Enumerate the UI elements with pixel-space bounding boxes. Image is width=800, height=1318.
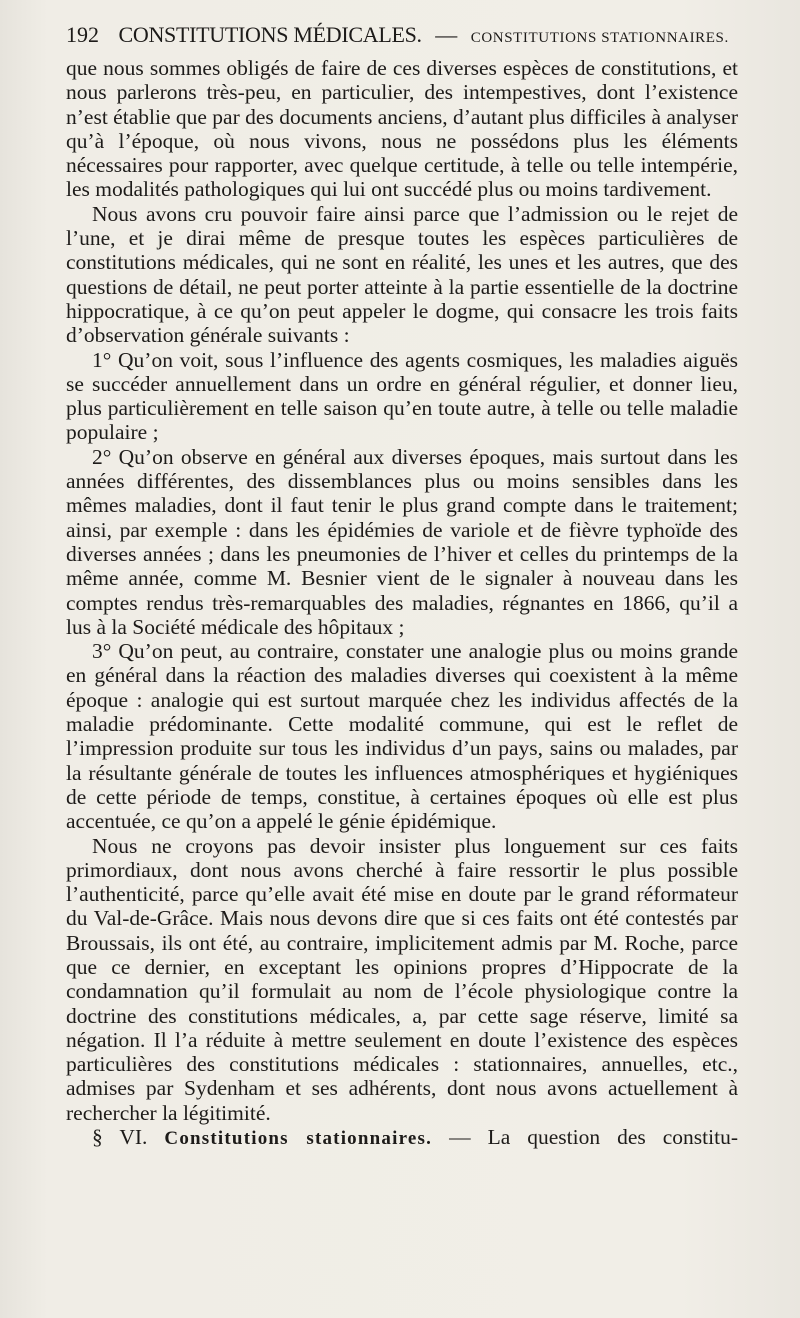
paragraph: Nous ne croyons pas devoir insister plus longuement sur ces faits primordiaux, dont nous avons cherché à faire ressortir le plus possible l’authenticité, parce qu’elle avait été mise en doute par le grand réformateur du Val-de-Grâce. Mais nous devons dire que si ces faits ont été contestés par Broussais, ils ont été, au contraire, implicitement admis par M. Roche, parce que ce dernier, en exceptant les opinions propres d’Hippocrate de la condamnation qu’il formulait au nom de l’école physiologique contre la doctrine des constitutions médicales, a, par cette sage réserve, limité sa négation. Il l’a réduite à mettre seulement en doute l’existence des espèces particulières des constitutions médicales : stationnaires, annuelles, etc., admises par Sydenham et ses adhérents, dont nous avons actuellement à rechercher la légitimité.: [66, 833, 738, 1125]
header-section-title: CONSTITUTIONS STATIONNAIRES.: [470, 30, 729, 46]
section-title: Constitutions stationnaires.: [164, 1128, 433, 1150]
paragraph: Nous avons cru pouvoir faire ainsi parce que l’admission ou le rejet de l’une, et je dirai même de presque toutes les espèces particulières de constitutions médicales, qui ne sont en réalité, les unes et les autres, que des questions de détail, ne peut porter atteinte à la partie essentielle de la doctrine hippocratique, à ce qu’on peut appeler le dogme, qui consacre les trois faits d’observation générale suivants :: [66, 201, 738, 348]
numbered-paragraph-2: 2° Qu’on observe en général aux diverses époques, mais surtout dans les années différentes, des dissemblances plus ou moins sensibles dans les mêmes maladies, dont il faut tenir le plus grand compte dans le traitement; ainsi, par exemple : dans les épidémies de variole et de fièvre typhoïde des diverses années ; dans les pneumonies de l’hiver et celles du printemps de la même année, comme M. Besnier vient de le signaler à nouveau dans les comptes rendus très-remarquables des maladies, régnantes en 1866, qu’il a lus à la Société médicale des hôpitaux ;: [66, 444, 738, 639]
numbered-paragraph-1: 1° Qu’on voit, sous l’influence des agents cosmiques, les maladies aiguës se succéder annuellement dans un ordre en général régulier, et donner lieu, plus particulièrement en telle saison qu’en toute autre, à telle ou telle maladie populaire ;: [66, 347, 738, 445]
header-dash: —: [435, 22, 458, 47]
running-header: [66, 20, 746, 50]
paragraph-continued: que nous sommes obligés de faire de ces diverses espèces de constitutions, et nous parlerons très-peu, en particulier, des intempestives, dont l’existence n’est établie que par des documents anciens, d’autant plus difficiles à analyser qu’à l’époque, où nous vivons, nous ne possédons plus les éléments nécessaires pour rapporter, avec quelque certitude, à telle ou telle intempérie, les modalités pathologiques qui lui ont succédé plus ou moins tardivement.: [66, 56, 738, 202]
body-text: [66, 56, 738, 1151]
section-marker: § VI.: [92, 1125, 148, 1150]
running-title: CONSTITUTIONS MÉDICALES.: [118, 22, 422, 47]
section-dash: —: [449, 1125, 471, 1150]
section-heading-line: [66, 1125, 738, 1151]
numbered-paragraph-3: 3° Qu’on peut, au contraire, constater une analogie plus ou moins grande en général dans la réaction des maladies diverses qui coexistent à la même époque : analogie qui est surtout marquée chez les individus affectés de la maladie prédominante. Cette modalité commune, qui est le reflet de l’impression produite sur tous les individus d’un pays, sains ou malades, par la résultante générale de toutes les influences atmosphériques et hygiéniques de cette période de temps, constitue, à certaines époques où elle est plus accentuée, ce qu’on a appelé le génie épidémique.: [66, 639, 738, 834]
section-text: La question des constitu-: [487, 1125, 738, 1150]
page-number: 192: [66, 22, 99, 47]
